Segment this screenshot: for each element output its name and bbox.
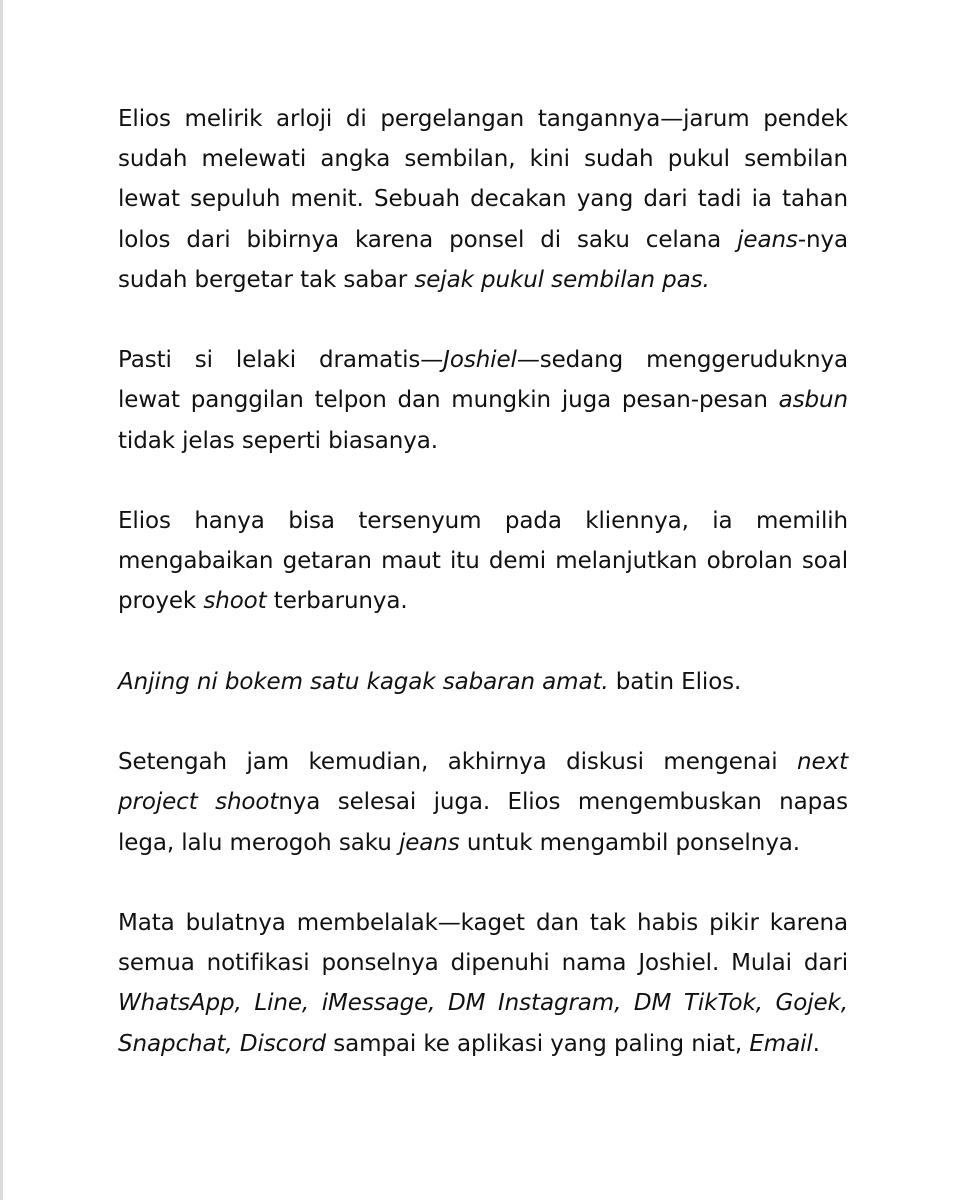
text-run: tidak jelas seperti biasanya. bbox=[118, 427, 438, 454]
italic-text-run: jeans bbox=[398, 829, 460, 856]
text-run: sampai ke aplikasi yang paling niat, bbox=[325, 1030, 750, 1057]
text-run: Elios hanya bisa tersenyum pada kliennya, ia memilih mengabaikan getaran maut itu demi melanjutkan obrolan soal proyek bbox=[118, 508, 848, 615]
paragraph-2 bbox=[118, 340, 848, 461]
text-run: Elios melirik arloji di pergelangan tangannya—jarum pendek sudah melewati angka sembilan, kini sudah pukul sembilan lewat sepuluh menit. Sebuah decakan yang dari tadi ia tahan lolos dari bibirnya karena ponsel di saku celana bbox=[118, 106, 848, 253]
italic-text-run: asbun bbox=[778, 387, 848, 414]
paragraph-5 bbox=[118, 742, 848, 863]
paragraph-3 bbox=[118, 501, 848, 622]
paragraph-1 bbox=[118, 99, 848, 300]
italic-text-run: WhatsApp, Line, iMessage, DM Instagram, DM TikTok, Gojek, Snapchat, Discord bbox=[118, 990, 848, 1057]
text-run: Mata bulatnya membelalak—kaget dan tak habis pikir karena semua notifikasi ponselnya dipenuhi nama Joshiel. Mulai dari bbox=[118, 909, 848, 977]
text-run: batin Elios. bbox=[608, 668, 742, 695]
italic-text-run: shoot bbox=[203, 588, 267, 615]
text-run: —sedang menggeruduknya lewat panggilan telpon dan mungkin juga pesan-pesan bbox=[118, 347, 848, 414]
paragraph-6 bbox=[118, 903, 848, 1064]
text-run: terbarunya. bbox=[266, 588, 408, 615]
italic-text-run: jeans bbox=[737, 226, 798, 253]
page-left-edge bbox=[0, 0, 3, 1200]
italic-text-run: next project shoot bbox=[118, 749, 848, 816]
text-run: nya selesai juga. Elios mengembuskan napas lega, lalu merogoh saku bbox=[118, 789, 848, 856]
italic-text-run: Joshiel bbox=[443, 347, 517, 374]
paragraph-4 bbox=[118, 662, 848, 702]
italic-text-run: Anjing ni bokem satu kagak sabaran amat. bbox=[118, 668, 609, 695]
text-run: untuk mengambil ponselnya. bbox=[459, 829, 800, 856]
text-run: Setengah jam kemudian, akhirnya diskusi mengenai bbox=[118, 749, 798, 776]
text-run: . bbox=[812, 1030, 820, 1057]
italic-text-run: Email bbox=[749, 1030, 813, 1057]
text-run: Pasti si lelaki dramatis— bbox=[118, 347, 444, 374]
italic-text-run: sejak pukul sembilan pas. bbox=[414, 266, 710, 293]
story-text bbox=[118, 99, 848, 1104]
text-run: -nya sudah bergetar tak sabar bbox=[118, 226, 848, 293]
